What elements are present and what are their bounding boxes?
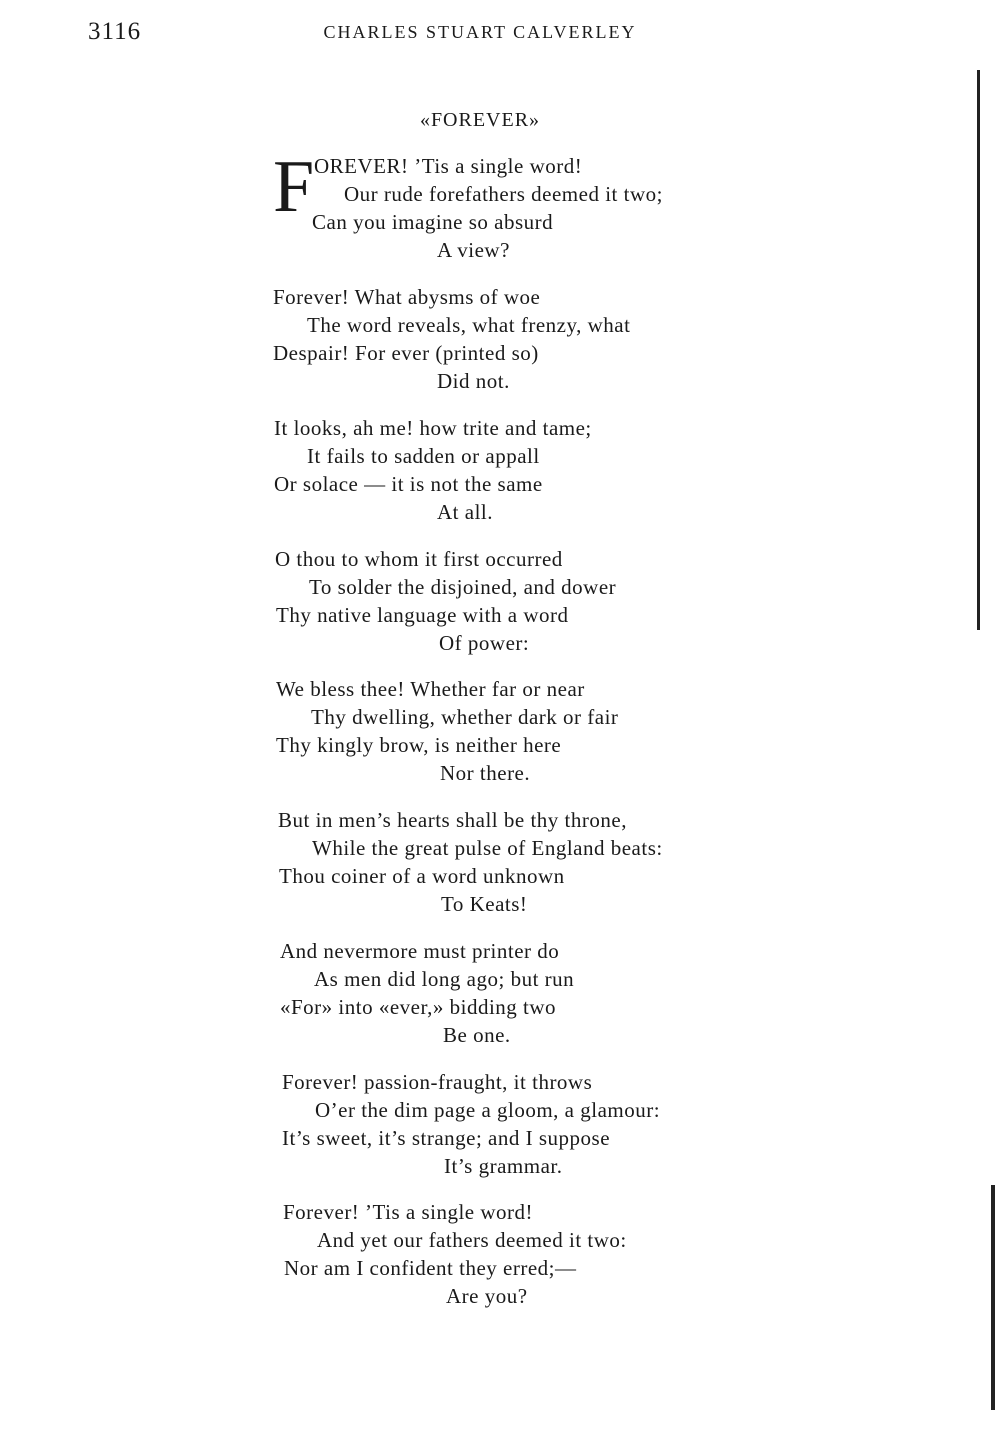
poem-line: Despair! For ever (printed so) [273, 341, 539, 365]
poem-line: Forever! passion-fraught, it throws [282, 1070, 593, 1094]
poem-line: Thy native language with a word [276, 603, 569, 627]
poem-line: Of power: [439, 631, 530, 655]
poem-line: While the great pulse of England beats: [312, 836, 663, 860]
poem-line: Nor there. [440, 761, 531, 785]
poem-line: And yet our fathers deemed it two: [317, 1228, 627, 1252]
poem-line: Thy kingly brow, is neither here [276, 733, 562, 757]
scan-edge-mark [977, 70, 980, 630]
poem-line: Forever! What abysms of woe [273, 285, 541, 309]
poem-line: The word reveals, what frenzy, what [307, 313, 631, 337]
poem-line: Did not. [437, 369, 510, 393]
poem-line: Nor am I confident they erred;— [284, 1256, 577, 1280]
first-word-smallcaps: OREVER [314, 154, 401, 178]
poem-line: Be one. [443, 1023, 511, 1047]
poem-line: Forever! ’Tis a single word! [283, 1200, 534, 1224]
first-line-rest: ! ’Tis a single word! [401, 154, 583, 178]
poem-line: To solder the disjoined, and dower [309, 575, 617, 599]
poem-line: At all. [437, 500, 493, 524]
scan-edge-mark [991, 1185, 995, 1410]
poem-line: Or solace — it is not the same [274, 472, 543, 496]
poem-line: Our rude forefathers deemed it two; [344, 182, 663, 206]
running-head: CHARLES STUART CALVERLEY [323, 22, 637, 42]
poem-line: It’s sweet, it’s strange; and I suppose [282, 1126, 611, 1150]
poem-line: As men did long ago; but run [314, 967, 575, 991]
poem-line: We bless thee! Whether far or near [276, 677, 585, 701]
poem-line: But in men’s hearts shall be thy throne, [278, 808, 627, 832]
poem-line: Thy dwelling, whether dark or fair [311, 705, 619, 729]
poem-line: Can you imagine so absurd [312, 210, 554, 234]
poem-line: To Keats! [441, 892, 528, 916]
poem-line: It fails to sadden or appall [307, 444, 540, 468]
dropcap-letter: F [273, 146, 315, 228]
poem-line: And nevermore must printer do [280, 939, 560, 963]
poem-line: It’s grammar. [444, 1154, 563, 1178]
page-number: 3116 [88, 18, 142, 45]
poem-line: Are you? [446, 1284, 528, 1308]
poem-line: O thou to whom it first occurred [275, 547, 563, 571]
poem-line: «For» into «ever,» bidding two [280, 995, 557, 1019]
poem-line: Thou coiner of a word unknown [279, 864, 565, 888]
poem-line [314, 152, 582, 180]
poem-title: «FOREVER» [419, 109, 541, 131]
poem-line: O’er the dim page a gloom, a glamour: [315, 1098, 661, 1122]
poem-line: It looks, ah me! how trite and tame; [274, 416, 592, 440]
poem-line: A view? [437, 238, 510, 262]
